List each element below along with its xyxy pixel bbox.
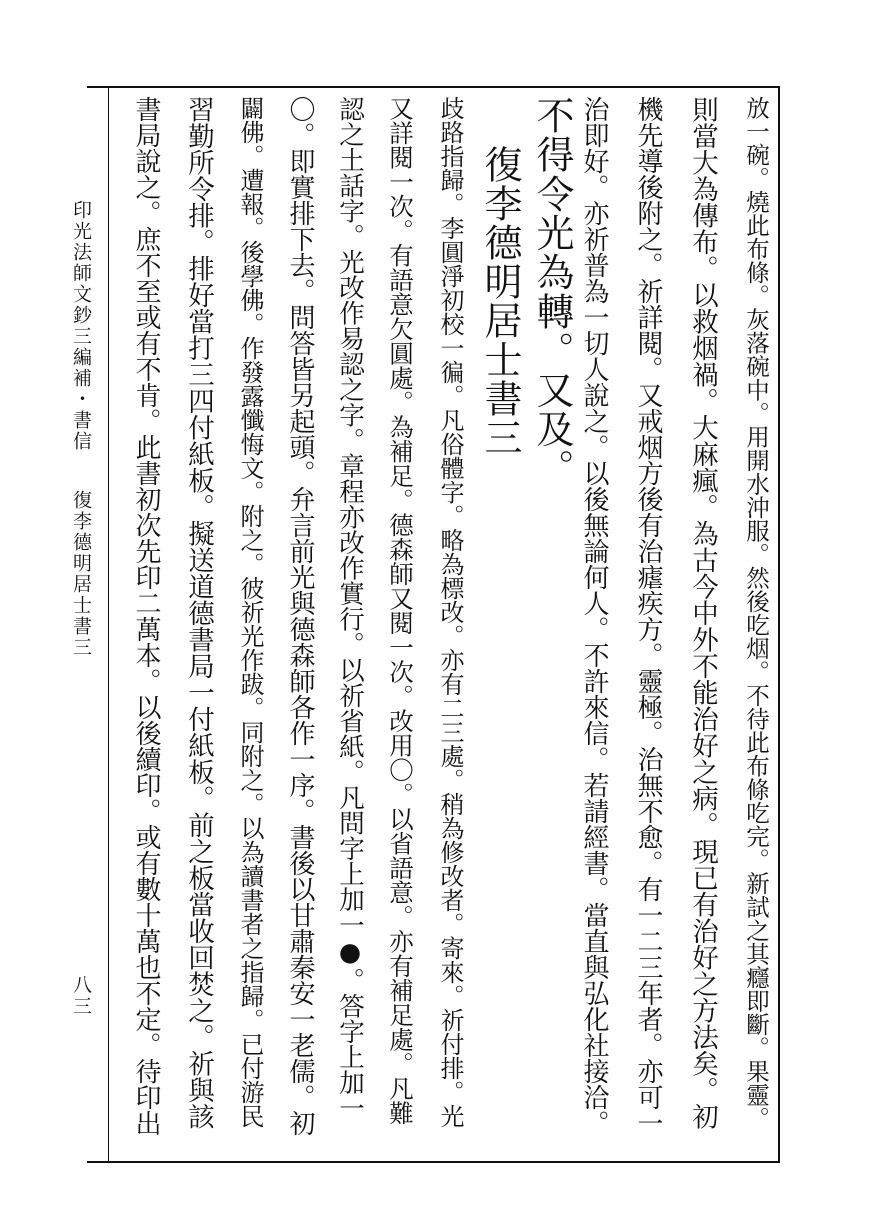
text-column-2: 則當大為傳布。以救烟禍。大麻瘋。為古今中外不能治好之病。現已有治好之方法矣。初 xyxy=(687,96,718,1130)
text-column-8: 又詳閱一次。有語意欠圓處。為補足。德森師又閱一次。改用〇。以省語意。亦有補足處。凡難 xyxy=(386,96,415,1125)
text-column-9: 認之土話字。光改作易認之字。章程亦改作實行。以祈省紙。凡問字上加一●。答字上加一 xyxy=(335,96,365,1121)
running-section: 復李德明居士書三 xyxy=(70,490,92,658)
letter-heading: 復李德明居士書三 xyxy=(478,145,522,457)
margin-rule xyxy=(108,86,109,1163)
text-column-3: 機先導後附之。祈詳閱。又戒烟方後有治瘧疾方。靈極。治無不愈。有一二三年者。亦可一 xyxy=(633,96,663,1136)
text-column-12: 習勤所令排。排好當打三四付紙板。擬送道德書局一付紙板。前之板當收回焚之。祈與該 xyxy=(183,96,214,1130)
text-column-11: 闢佛。遭報。後學佛。作發露懺悔文。附之。彼祈光作跋。同附之。以為讀書者之指歸。已付游民 xyxy=(236,96,264,1128)
text-column-4: 治即好。亦祈普為一切人說之。以後無論何人。不許來信。若請經書。當直與弘化社接洽。 xyxy=(579,96,609,1136)
text-column-10: 〇。即實排下去。問答皆另起頭。弁言前光與德森師各作一序。書後以甘肅秦安一老儒。初 xyxy=(285,96,315,1136)
text-column-13: 書局說之。庶不至或有不肯。此書初次先印二萬本。以後續印。或有數十萬也不定。待印出 xyxy=(131,96,161,1136)
page-number: 八三 xyxy=(70,975,92,1017)
text-column-5: 不得令光為轉。又及。 xyxy=(530,96,574,488)
text-column-7: 歧路指歸。李圓淨初校一徧。凡俗體字。略為標改。亦有二三處。稍為修改者。寄來。祈付排。光 xyxy=(436,96,464,1128)
text-column-1: 放一碗。燒此布條。灰落碗中。用開水沖服。然後吃烟。不待此布條吃完。新試之其癮即斷。果靈。 xyxy=(742,96,770,1130)
running-title: 印光法師文鈔三編補・書信 xyxy=(70,200,92,452)
